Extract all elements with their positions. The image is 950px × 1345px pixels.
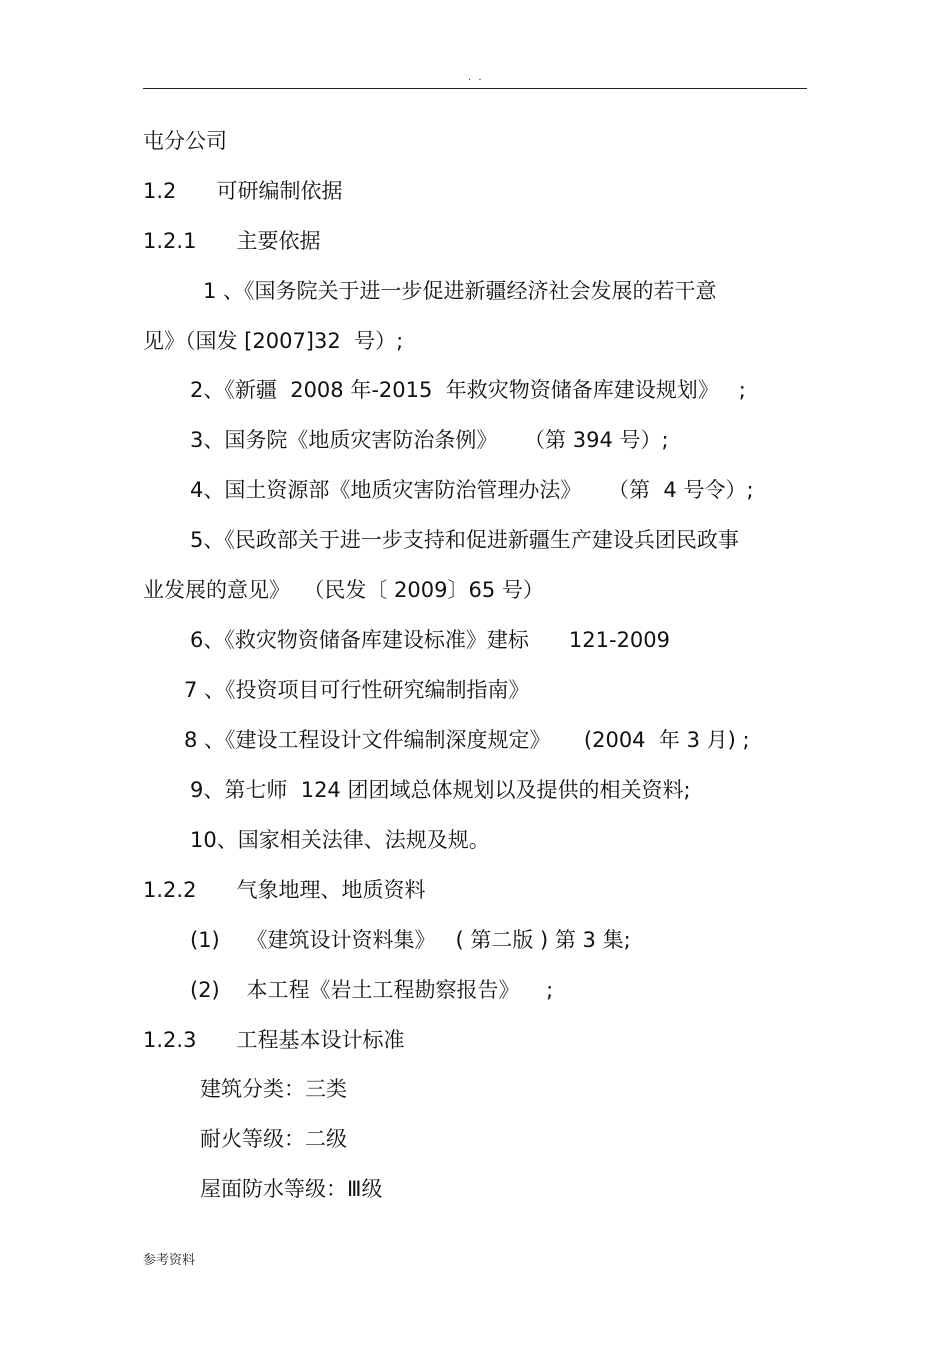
list-item-1-line-2: 见》（国发 [2007]32 号）; <box>143 329 404 353</box>
standard-roof-waterproof: 屋面防水等级：Ⅲ级 <box>200 1177 383 1201</box>
header-rule <box>143 88 807 89</box>
list-item-4: 4、国土资源部《地质灾害防治管理办法》 （第 4 号令）; <box>190 478 754 502</box>
list-item-5-line-2: 业发展的意见》 （民发〔 2009〕65 号） <box>143 578 544 602</box>
text-line-company: 屯分公司 <box>143 129 227 153</box>
sub-item-1: (1) 《建筑设计资料集》 ( 第二版 ) 第 3 集; <box>190 928 631 952</box>
standard-fire-rating: 耐火等级：二级 <box>200 1127 347 1151</box>
header-dots: . . <box>468 72 484 83</box>
list-item-10: 10、国家相关法律、法规及规。 <box>190 828 490 852</box>
list-item-3: 3、国务院《地质灾害防治条例》 （第 394 号）; <box>190 428 669 452</box>
list-item-7: 7 、《投资项目可行性研究编制指南》 <box>184 678 530 702</box>
footer-label: 参考资料 <box>143 1253 196 1268</box>
section-heading-1-2-3: 1.2.3 工程基本设计标准 <box>143 1028 405 1052</box>
section-heading-1-2-2: 1.2.2 气象地理、地质资料 <box>143 878 426 902</box>
list-item-9: 9、第七师 124 团团域总体规划以及提供的相关资料; <box>190 778 691 802</box>
sub-item-2: (2) 本工程《岩土工程勘察报告》 ; <box>190 978 554 1002</box>
list-item-5-line-1: 5、《民政部关于进一步支持和促进新疆生产建设兵团民政事 <box>190 528 739 552</box>
list-item-8: 8 、《建设工程设计文件编制深度规定》 (2004 年 3 月) ; <box>184 728 750 752</box>
section-heading-1-2-1: 1.2.1 主要依据 <box>143 229 321 253</box>
list-item-1-line-1: 1 、《国务院关于进一步促进新疆经济社会发展的若干意 <box>203 279 717 303</box>
list-item-2: 2、《新疆 2008 年-2015 年救灾物资储备库建设规划》 ; <box>190 378 746 402</box>
list-item-6: 6、《救灾物资储备库建设标准》建标 121-2009 <box>190 628 671 652</box>
section-heading-1-2: 1.2 可研编制依据 <box>143 179 343 203</box>
standard-building-class: 建筑分类：三类 <box>200 1077 347 1101</box>
